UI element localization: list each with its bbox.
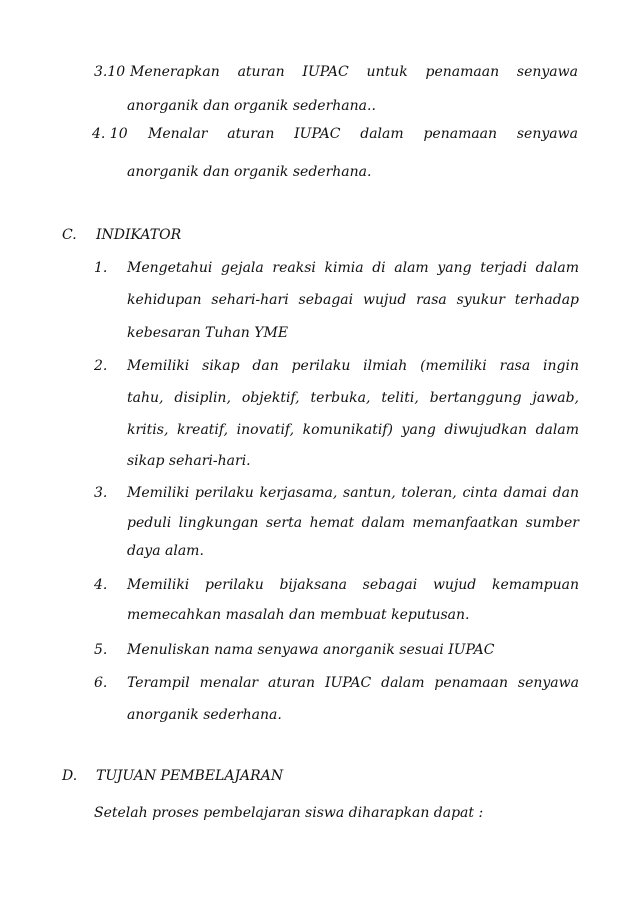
indicator-6-number: 6.	[94, 675, 108, 691]
indicator-4-line: Memiliki perilaku bijaksana sebagai wujud kemampuan	[127, 577, 579, 593]
word: IUPAC	[302, 64, 349, 80]
indicator-4-number: 4.	[94, 577, 108, 593]
indicator-2-line: kritis, kreatif, inovatif, komunikatif) yang diwujudkan dalam	[127, 422, 579, 438]
word: Menalar	[148, 126, 208, 142]
indicator-1-line: kehidupan sehari-hari sebagai wujud rasa syukur terhadap	[127, 292, 579, 308]
competency-310-line-1	[130, 62, 578, 82]
indicator-1-line: Mengetahui gejala reaksi kimia di alam yang terjadi dalam	[127, 260, 579, 276]
indicator-2-line: sikap sehari-hari.	[127, 453, 251, 469]
word: dalam	[360, 126, 404, 142]
section-d-letter: D.	[62, 768, 78, 784]
indicator-3-number: 3.	[94, 485, 108, 501]
section-c-letter: C.	[62, 227, 77, 243]
word: penamaan	[425, 64, 500, 80]
competency-410-number: 4. 10	[92, 126, 128, 142]
word: penamaan	[423, 126, 498, 142]
indicator-2-line: tahu, disiplin, objektif, terbuka, teliti, bertanggung jawab,	[127, 390, 579, 406]
word: aturan	[227, 126, 275, 142]
word: untuk	[366, 64, 408, 80]
indicator-2-number: 2.	[94, 358, 108, 374]
indicator-5-number: 5.	[94, 642, 108, 658]
indicator-3-line: Memiliki perilaku kerjasama, santun, toleran, cinta damai dan	[127, 485, 579, 501]
word: Menerapkan	[130, 64, 220, 80]
competency-310-line-2: anorganik dan organik sederhana..	[127, 98, 376, 114]
word: aturan	[237, 64, 285, 80]
competency-410-line-1	[148, 124, 578, 144]
competency-410-line-2: anorganik dan organik sederhana.	[127, 164, 372, 180]
word: senyawa	[516, 126, 578, 142]
word: senyawa	[516, 64, 578, 80]
indicator-6-line: anorganik sederhana.	[127, 707, 282, 723]
indicator-1-number: 1.	[94, 260, 108, 276]
section-d-title: TUJUAN PEMBELAJARAN	[96, 768, 284, 784]
indicator-4-line: memecahkan masalah dan membuat keputusan.	[127, 607, 470, 623]
competency-310-number: 3.10	[94, 64, 126, 80]
indicator-1-line: kebesaran Tuhan YME	[127, 325, 289, 341]
indicator-3-line: daya alam.	[127, 543, 204, 559]
section-d-intro: Setelah proses pembelajaran siswa diharapkan dapat :	[94, 805, 484, 821]
indicator-2-line: Memiliki sikap dan perilaku ilmiah (memiliki rasa ingin	[127, 358, 579, 374]
word: IUPAC	[294, 126, 341, 142]
section-c-title: INDIKATOR	[96, 227, 182, 243]
indicator-3-line: peduli lingkungan serta hemat dalam memanfaatkan sumber	[127, 515, 579, 531]
indicator-6-line: Terampil menalar aturan IUPAC dalam penamaan senyawa	[127, 675, 579, 691]
indicator-5-line: Menuliskan nama senyawa anorganik sesuai IUPAC	[127, 642, 495, 658]
